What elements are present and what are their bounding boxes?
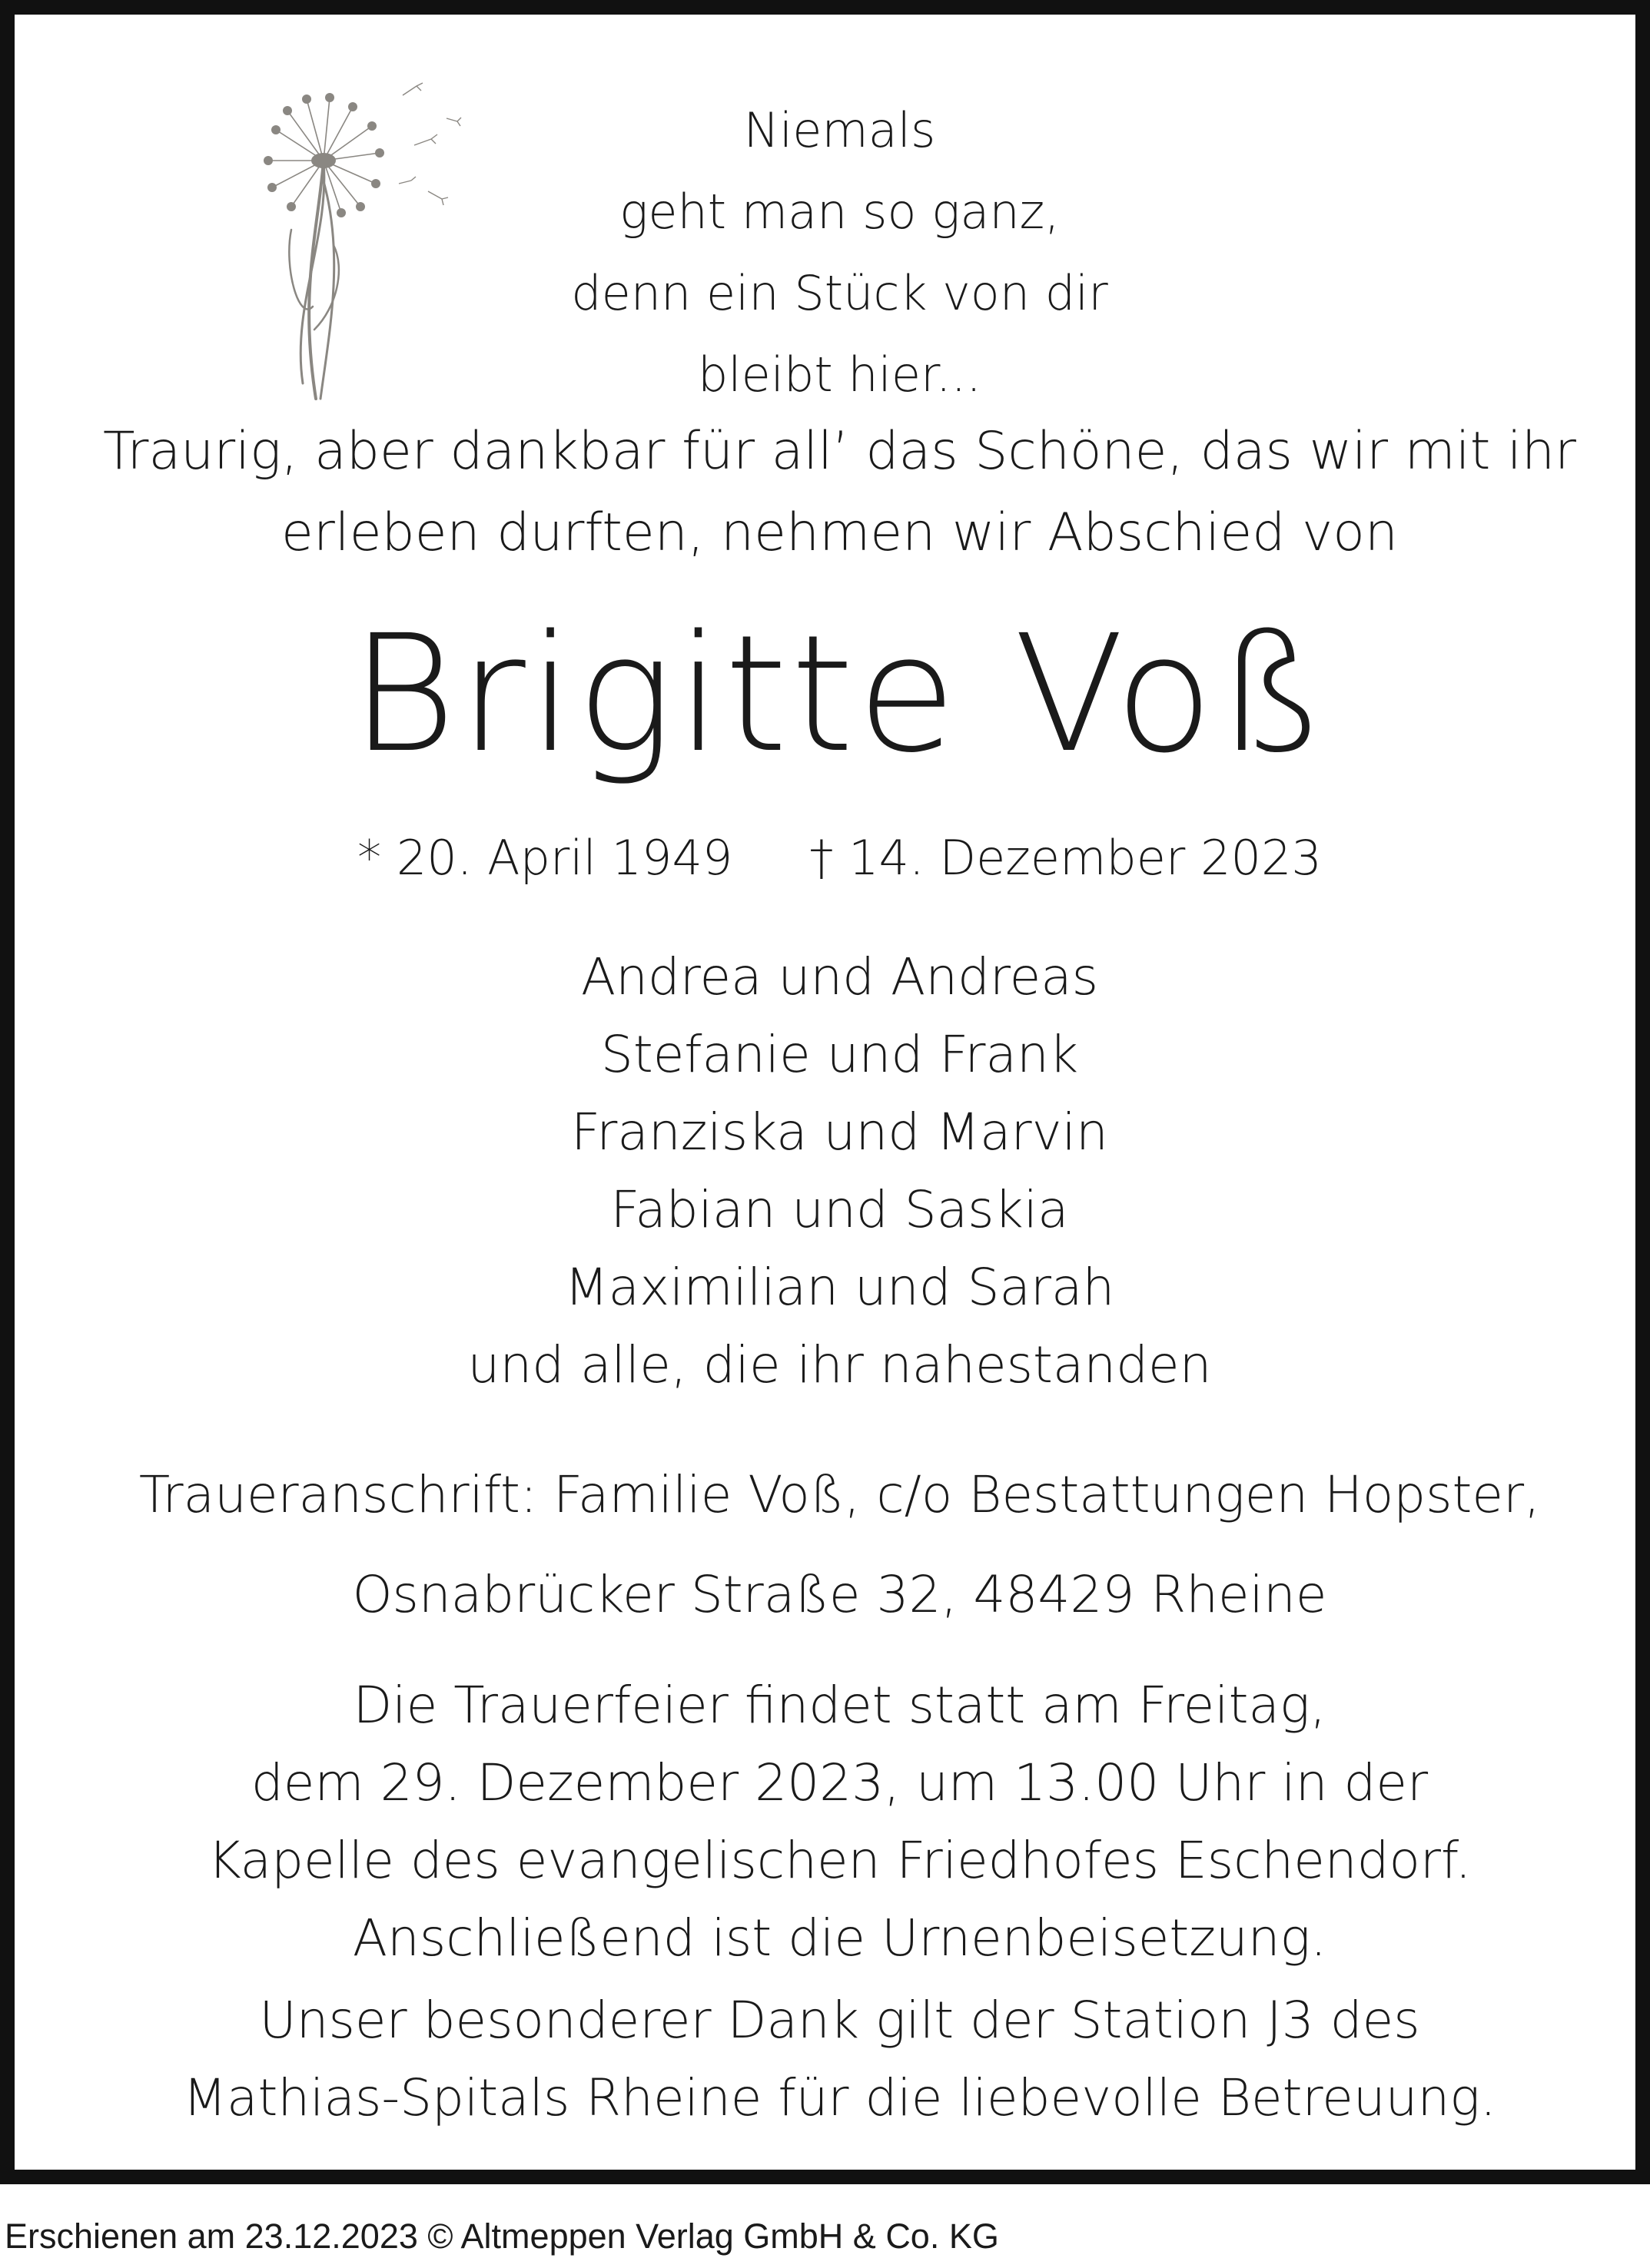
deceased-name: Brigitte Voß	[350, 600, 1330, 788]
mourner-item: Fabian und Saskia	[610, 1180, 1069, 1239]
mourner-item: Franziska und Marvin	[571, 1102, 1108, 1162]
intro-text	[29, 411, 1650, 574]
mourners-list	[29, 938, 1650, 1404]
motto-line: Niemals	[743, 102, 936, 158]
thanks-line: Mathias-Spitals Rheine für die liebevolle Betreuung.	[183, 2068, 1496, 2127]
mourner-item: Maximilian und Sarah	[564, 1258, 1115, 1317]
intro-line: Traurig, aber dankbar für all’ das Schöne, das wir mit ihr	[102, 421, 1576, 482]
death-date: † 14. Dezember 2023	[809, 830, 1322, 886]
mourning-address	[29, 1445, 1650, 1645]
motto-line: bleibt hier...	[698, 346, 981, 403]
publication-footer: Erschienen am 23.12.2023 © Altmeppen Verlag GmbH & Co. KG	[5, 2217, 999, 2256]
address-line: Traueranschrift: Familie Voß, c/o Bestattungen Hopster,	[138, 1465, 1541, 1524]
mourner-item: Andrea und Andreas	[580, 947, 1099, 1006]
address-line: Osnabrücker Straße 32, 48429 Rheine	[352, 1565, 1327, 1624]
funeral-service-info	[29, 1666, 1650, 1977]
acknowledgement	[29, 1981, 1650, 2137]
mourner-item: und alle, die ihr nahestanden	[467, 1335, 1212, 1394]
service-line: Die Trauerfeier findet statt am Freitag,	[353, 1676, 1326, 1735]
motto-line: geht man so ganz,	[619, 184, 1060, 240]
birth-date: * 20. April 1949	[357, 830, 733, 886]
service-line: dem 29. Dezember 2023, um 13.00 Uhr in der	[251, 1753, 1429, 1812]
thanks-line: Unser besonderer Dank gilt der Station J3 des	[259, 1991, 1420, 2050]
service-line: Kapelle des evangelischen Friedhofes Eschendorf.	[207, 1831, 1472, 1890]
motto-poem	[29, 90, 1650, 416]
mourner-item: Stefanie und Frank	[600, 1025, 1079, 1084]
motto-line: denn ein Stück von dir	[571, 265, 1108, 321]
life-dates	[29, 827, 1650, 889]
intro-line: erleben durften, nehmen wir Abschied von	[281, 502, 1398, 563]
service-line: Anschließend ist die Urnenbeisetzung.	[352, 1908, 1327, 1968]
